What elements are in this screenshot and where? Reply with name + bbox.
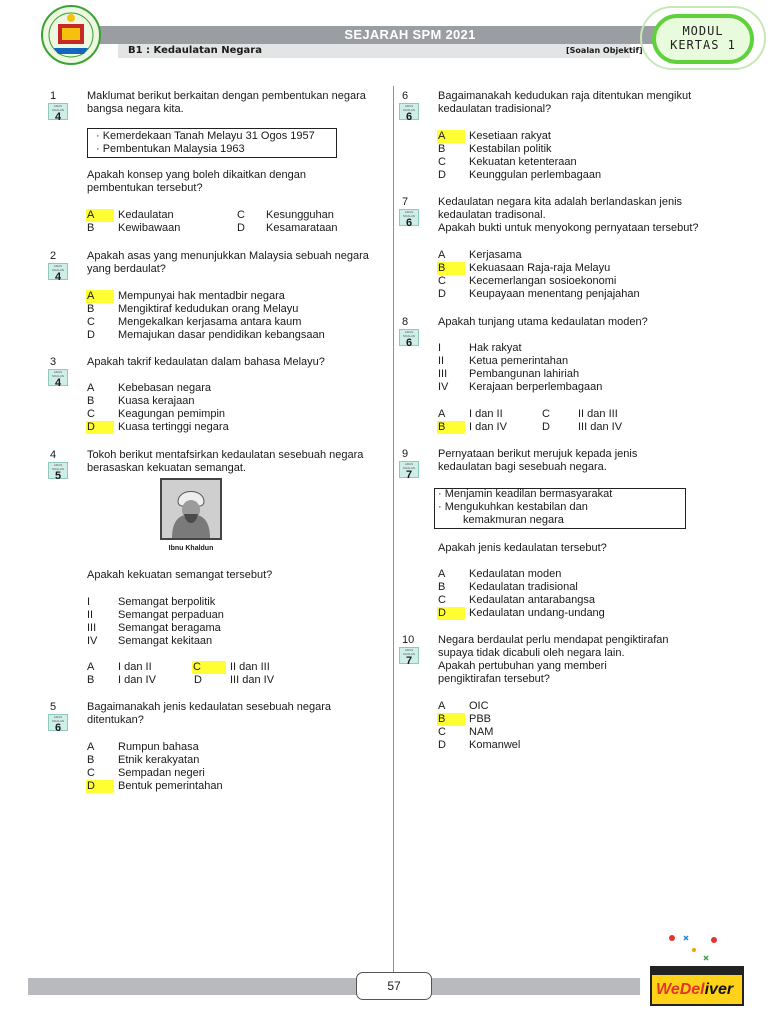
question-prompt: Apakah konsep yang boleh dikaitkan dengan — [87, 169, 306, 181]
difficulty-badge: ARAS SOALAN 6 — [48, 714, 68, 731]
option-text: NAM — [469, 726, 494, 738]
school-crest-logo — [34, 4, 108, 66]
option-letter: A — [87, 382, 95, 394]
question-type-label: [Soalan Objektif] — [566, 46, 643, 55]
option-text: Mengekalkan kerjasama antara kaum — [118, 316, 302, 328]
question-number: 6 — [402, 90, 409, 102]
page-title: SEJARAH SPM 2021 — [344, 27, 476, 42]
question-stem: Apakah takrif kedaulatan dalam bahasa Melayu? — [87, 356, 325, 368]
page-number: 57 — [356, 972, 432, 1000]
option-letter-correct: A — [86, 209, 114, 222]
option-text: Kesamarataan — [266, 222, 338, 234]
statement-text: Semangat perpaduan — [118, 609, 224, 621]
option-text: II dan III — [230, 661, 270, 673]
question-stem: berasaskan kekuatan semangat. — [87, 462, 246, 474]
option-letter: C — [87, 767, 95, 779]
option-text: Kuasa kerajaan — [118, 395, 195, 407]
question-number: 8 — [402, 316, 409, 328]
question-number: 1 — [50, 90, 57, 102]
question-stem: Apakah tunjang utama kedaulatan moden? — [438, 316, 648, 328]
option-letter: B — [438, 581, 446, 593]
option-letter-correct: D — [86, 421, 114, 434]
option-letter-correct: A — [86, 290, 114, 303]
option-text: Etnik kerakyatan — [118, 754, 200, 766]
question-stem: pengiktirafan tersebut? — [438, 673, 550, 685]
option-letter: C — [87, 408, 95, 420]
option-letter: B — [87, 674, 95, 686]
option-letter: D — [438, 739, 446, 751]
option-letter: A — [438, 700, 446, 712]
option-letter: B — [87, 222, 95, 234]
option-text: Sempadan negeri — [118, 767, 205, 779]
option-text: Kerjasama — [469, 249, 522, 261]
info-box-item: · Pembentukan Malaysia 1963 — [96, 143, 245, 155]
difficulty-badge: ARAS SOALAN 5 — [48, 462, 68, 479]
option-letter: D — [194, 674, 202, 686]
option-letter: D — [237, 222, 245, 234]
difficulty-badge: ARAS SOALAN 4 — [48, 263, 68, 280]
difficulty-badge: ARAS SOALAN 7 — [399, 461, 419, 478]
option-text: I dan IV — [469, 421, 507, 433]
option-letter: C — [438, 156, 446, 168]
option-text: Komanwel — [469, 739, 521, 751]
option-letter-correct: D — [437, 607, 465, 620]
option-text: OIC — [469, 700, 489, 712]
question-stem: ditentukan? — [87, 714, 144, 726]
option-letter: B — [87, 303, 95, 315]
option-letter-correct: B — [437, 713, 465, 726]
info-box-item: · Mengukuhkan kestabilan dan — [438, 501, 588, 513]
question-stem: supaya tidak dicabuli oleh negara lain. — [438, 647, 625, 659]
option-text: Mempunyai hak mentadbir negara — [118, 290, 285, 302]
option-letter: A — [438, 408, 446, 420]
option-letter: C — [542, 408, 550, 420]
question-prompt: Apakah kekuatan semangat tersebut? — [87, 569, 273, 581]
statement-numeral: II — [438, 355, 445, 367]
portrait-illustration — [162, 480, 220, 538]
question-stem: Tokoh berikut mentafsirkan kedaulatan sesebuah negara — [87, 449, 364, 461]
question-stem: kedaulatan bagi sesebuah negara. — [438, 461, 607, 473]
question-stem: Pernyataan berikut merujuk kepada jenis — [438, 448, 638, 460]
option-letter-correct: D — [86, 780, 114, 793]
option-text: Kedaulatan tradisional — [469, 581, 578, 593]
question-stem: Bagaimanakah kedudukan raja ditentukan mengikut — [438, 90, 692, 102]
difficulty-badge: ARAS SOALAN 7 — [399, 647, 419, 664]
option-text: Kedaulatan antarabangsa — [469, 594, 595, 606]
option-text: Keagungan pemimpin — [118, 408, 226, 420]
difficulty-badge: ARAS SOALAN 6 — [399, 209, 419, 226]
wedeliver-logo — [650, 966, 744, 1006]
info-box-item: · Menjamin keadilan bermasyarakat — [438, 488, 613, 500]
option-text: Rumpun bahasa — [118, 741, 199, 753]
question-stem: Kedaulatan negara kita adalah berlandaskan jenis — [438, 196, 683, 208]
option-text: Kuasa tertinggi negara — [118, 421, 229, 433]
option-text: Kestabilan politik — [469, 143, 552, 155]
option-text: Keupayaan menentang penjajahan — [469, 288, 640, 300]
question-stem: kedaulatan tradisonal. — [438, 209, 546, 221]
statement-numeral: I — [438, 342, 442, 354]
portrait-caption: Ibnu Khaldun — [168, 545, 214, 552]
statement-text: Pembangunan lahiriah — [469, 368, 580, 380]
question-stem: Apakah bukti untuk menyokong pernyataan tersebut? — [438, 222, 699, 234]
question-stem: Apakah pertubuhan yang memberi — [438, 660, 607, 672]
option-text: Kesungguhan — [266, 209, 334, 221]
question-stem: Maklumat berikut berkaitan dengan pembentukan negara — [87, 90, 366, 102]
section-title: B1 : Kedaulatan Negara — [128, 45, 262, 56]
portrait-photo — [160, 478, 222, 540]
option-letter: D — [438, 288, 446, 300]
statement-text: Semangat kekitaan — [118, 635, 213, 647]
option-letter: B — [87, 395, 95, 407]
question-number: 3 — [50, 356, 57, 368]
statement-numeral: II — [87, 609, 94, 621]
statement-text: Hak rakyat — [469, 342, 522, 354]
statement-numeral: III — [87, 622, 97, 634]
decorative-dots-icon — [664, 930, 724, 966]
difficulty-badge: ARAS SOALAN 4 — [48, 103, 68, 120]
option-letter: A — [438, 249, 446, 261]
question-stem: Bagaimanakah jenis kedaulatan sesebuah negara — [87, 701, 332, 713]
statement-text: Semangat berpolitik — [118, 596, 216, 608]
question-number: 2 — [50, 250, 57, 262]
option-letter-correct: A — [437, 130, 465, 143]
option-letter: C — [438, 275, 446, 287]
option-letter: A — [87, 661, 95, 673]
option-text: III dan IV — [230, 674, 275, 686]
option-text: I dan II — [469, 408, 503, 420]
footer-band — [28, 978, 640, 995]
modul-badge — [652, 14, 754, 64]
difficulty-badge: ARAS SOALAN 6 — [399, 103, 419, 120]
info-box-item: · Kemerdekaan Tanah Melayu 31 Ogos 1957 — [96, 130, 315, 142]
question-prompt: Apakah jenis kedaulatan tersebut? — [438, 542, 607, 554]
option-text: Kedaulatan undang-undang — [469, 607, 605, 619]
option-text: Kedaulatan — [118, 209, 174, 221]
difficulty-badge: ARAS SOALAN 6 — [399, 329, 419, 346]
option-letter: A — [438, 568, 446, 580]
modul-badge-line1: MODUL — [682, 24, 724, 38]
option-text: Kedaulatan moden — [469, 568, 562, 580]
option-letter: C — [438, 726, 446, 738]
question-stem: Apakah asas yang menunjukkan Malaysia sebuah negara — [87, 250, 369, 262]
option-letter: C — [87, 316, 95, 328]
wedeliver-logo-text: WeDeliver — [656, 981, 734, 998]
option-text: PBB — [469, 713, 492, 725]
option-text: Kesetiaan rakyat — [469, 130, 551, 142]
option-text: Memajukan dasar pendidikan kebangsaan — [118, 329, 325, 341]
statement-text: Ketua pemerintahan — [469, 355, 569, 367]
statement-numeral: I — [87, 596, 91, 608]
column-divider — [393, 86, 394, 974]
option-text: Kebebasan negara — [118, 382, 211, 394]
option-letter: D — [87, 329, 95, 341]
question-stem: Negara berdaulat perlu mendapat pengiktirafan — [438, 634, 669, 646]
option-text: III dan IV — [578, 421, 623, 433]
info-box-item: kemakmuran negara — [463, 514, 564, 526]
option-letter: D — [438, 169, 446, 181]
option-letter: B — [438, 143, 446, 155]
option-letter-correct: B — [437, 421, 465, 434]
option-text: Mengiktiraf kedudukan orang Melayu — [118, 303, 299, 315]
statement-numeral: IV — [87, 635, 98, 647]
option-letter: D — [542, 421, 550, 433]
option-text: Kecemerlangan sosioekonomi — [469, 275, 617, 287]
statement-text: Semangat beragama — [118, 622, 221, 634]
option-text: I dan II — [118, 661, 152, 673]
difficulty-badge: ARAS SOALAN 4 — [48, 369, 68, 386]
option-text: Kekuatan ketenteraan — [469, 156, 577, 168]
option-letter-correct: C — [192, 661, 226, 674]
option-letter: B — [87, 754, 95, 766]
option-letter: C — [438, 594, 446, 606]
statement-text: Kerajaan berperlembagaan — [469, 381, 603, 393]
option-text: I dan IV — [118, 674, 156, 686]
option-letter: C — [237, 209, 245, 221]
question-number: 9 — [402, 448, 409, 460]
question-prompt: pembentukan tersebut? — [87, 182, 203, 194]
option-text: Bentuk pemerintahan — [118, 780, 223, 792]
question-number: 10 — [402, 634, 415, 646]
option-text: Kekuasaan Raja-raja Melayu — [469, 262, 611, 274]
modul-badge-line2: KERTAS 1 — [670, 38, 736, 52]
option-text: Keunggulan perlembagaan — [469, 169, 602, 181]
question-stem: bangsa negara kita. — [87, 103, 184, 115]
option-letter: A — [87, 741, 95, 753]
statement-numeral: III — [438, 368, 448, 380]
option-letter-correct: B — [437, 262, 465, 275]
question-number: 4 — [50, 449, 57, 461]
statement-numeral: IV — [438, 381, 449, 393]
option-text: II dan III — [578, 408, 618, 420]
option-text: Kewibawaan — [118, 222, 181, 234]
question-stem: yang berdaulat? — [87, 263, 166, 275]
question-number: 5 — [50, 701, 57, 713]
question-stem: kedaulatan tradisional? — [438, 103, 552, 115]
question-number: 7 — [402, 196, 409, 208]
wedeliver-logo-strip — [652, 968, 742, 975]
